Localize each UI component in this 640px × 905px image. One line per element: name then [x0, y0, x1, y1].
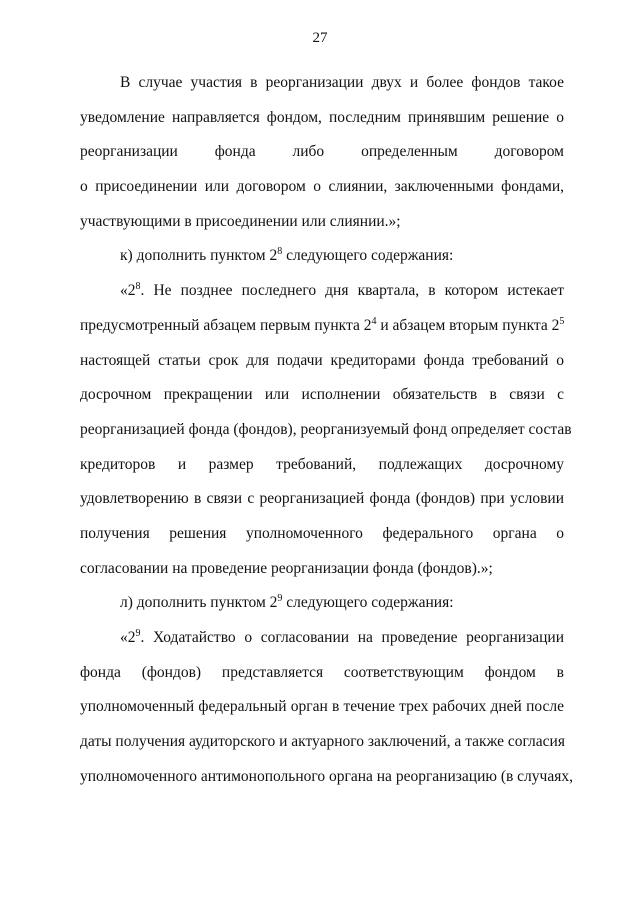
text-line-17: «$2^9$. Ходатайство о согласовании на проведение реорганизации: [120, 628, 564, 646]
text-line-08: предусмотренный абзацем первым пункта $2^4$ и абзацем вторым пункта $2^5$: [80, 315, 565, 334]
text-line-15: согласовании на проведение реорганизации фонда (фондов).»;: [80, 559, 493, 577]
text-line-06: к) дополнить пунктом $2^8$ следующего содержания:: [120, 246, 454, 265]
text-line-21: уполномоченного антимонопольного органа на реорганизацию (в случаях,: [80, 767, 573, 785]
text-line-02: уведомление направляется фондом, последним принявшим решение о: [80, 108, 564, 126]
body-text: [80, 66, 573, 794]
text-line-16: л) дополнить пунктом $2^9$ следующего содержания:: [120, 593, 454, 612]
text-line-05: участвующими в присоединении или слиянии.»;: [80, 212, 401, 230]
text-line-13: удовлетворению в связи с реорганизацией фонда (фондов) при условии: [80, 490, 564, 508]
text-line-07: «$2^8$. Не позднее последнего дня квартала, в котором истекает: [120, 281, 564, 300]
page-number: 27: [312, 30, 328, 46]
text-line-01: В случае участия в реорганизации двух и более фондов такое: [120, 74, 564, 91]
text-line-14: получения решения уполномоченного федерального органа о: [80, 524, 564, 542]
text-line-10: досрочном прекращении или исполнении обязательств в связи с: [80, 386, 564, 404]
text-line-19: уполномоченный федеральный орган в течение трех рабочих дней после: [80, 698, 564, 716]
text-line-18: фонда (фондов) представляется соответствующим фондом в: [80, 663, 564, 681]
text-line-20: даты получения аудиторского и актуарного заключений, а также согласия: [80, 733, 565, 751]
text-line-12: кредиторов и размер требований, подлежащих досрочному: [80, 455, 564, 473]
text-line-04: о присоединении или договором о слиянии, заключенными фондами,: [80, 178, 564, 196]
text-line-09: настоящей статьи срок для подачи кредиторами фонда требований о: [80, 351, 564, 369]
text-line-03: реорганизации фонда либо определенным договором: [80, 143, 564, 161]
text-line-11: реорганизацией фонда (фондов), реорганизуемый фонд определяет состав: [80, 420, 572, 438]
